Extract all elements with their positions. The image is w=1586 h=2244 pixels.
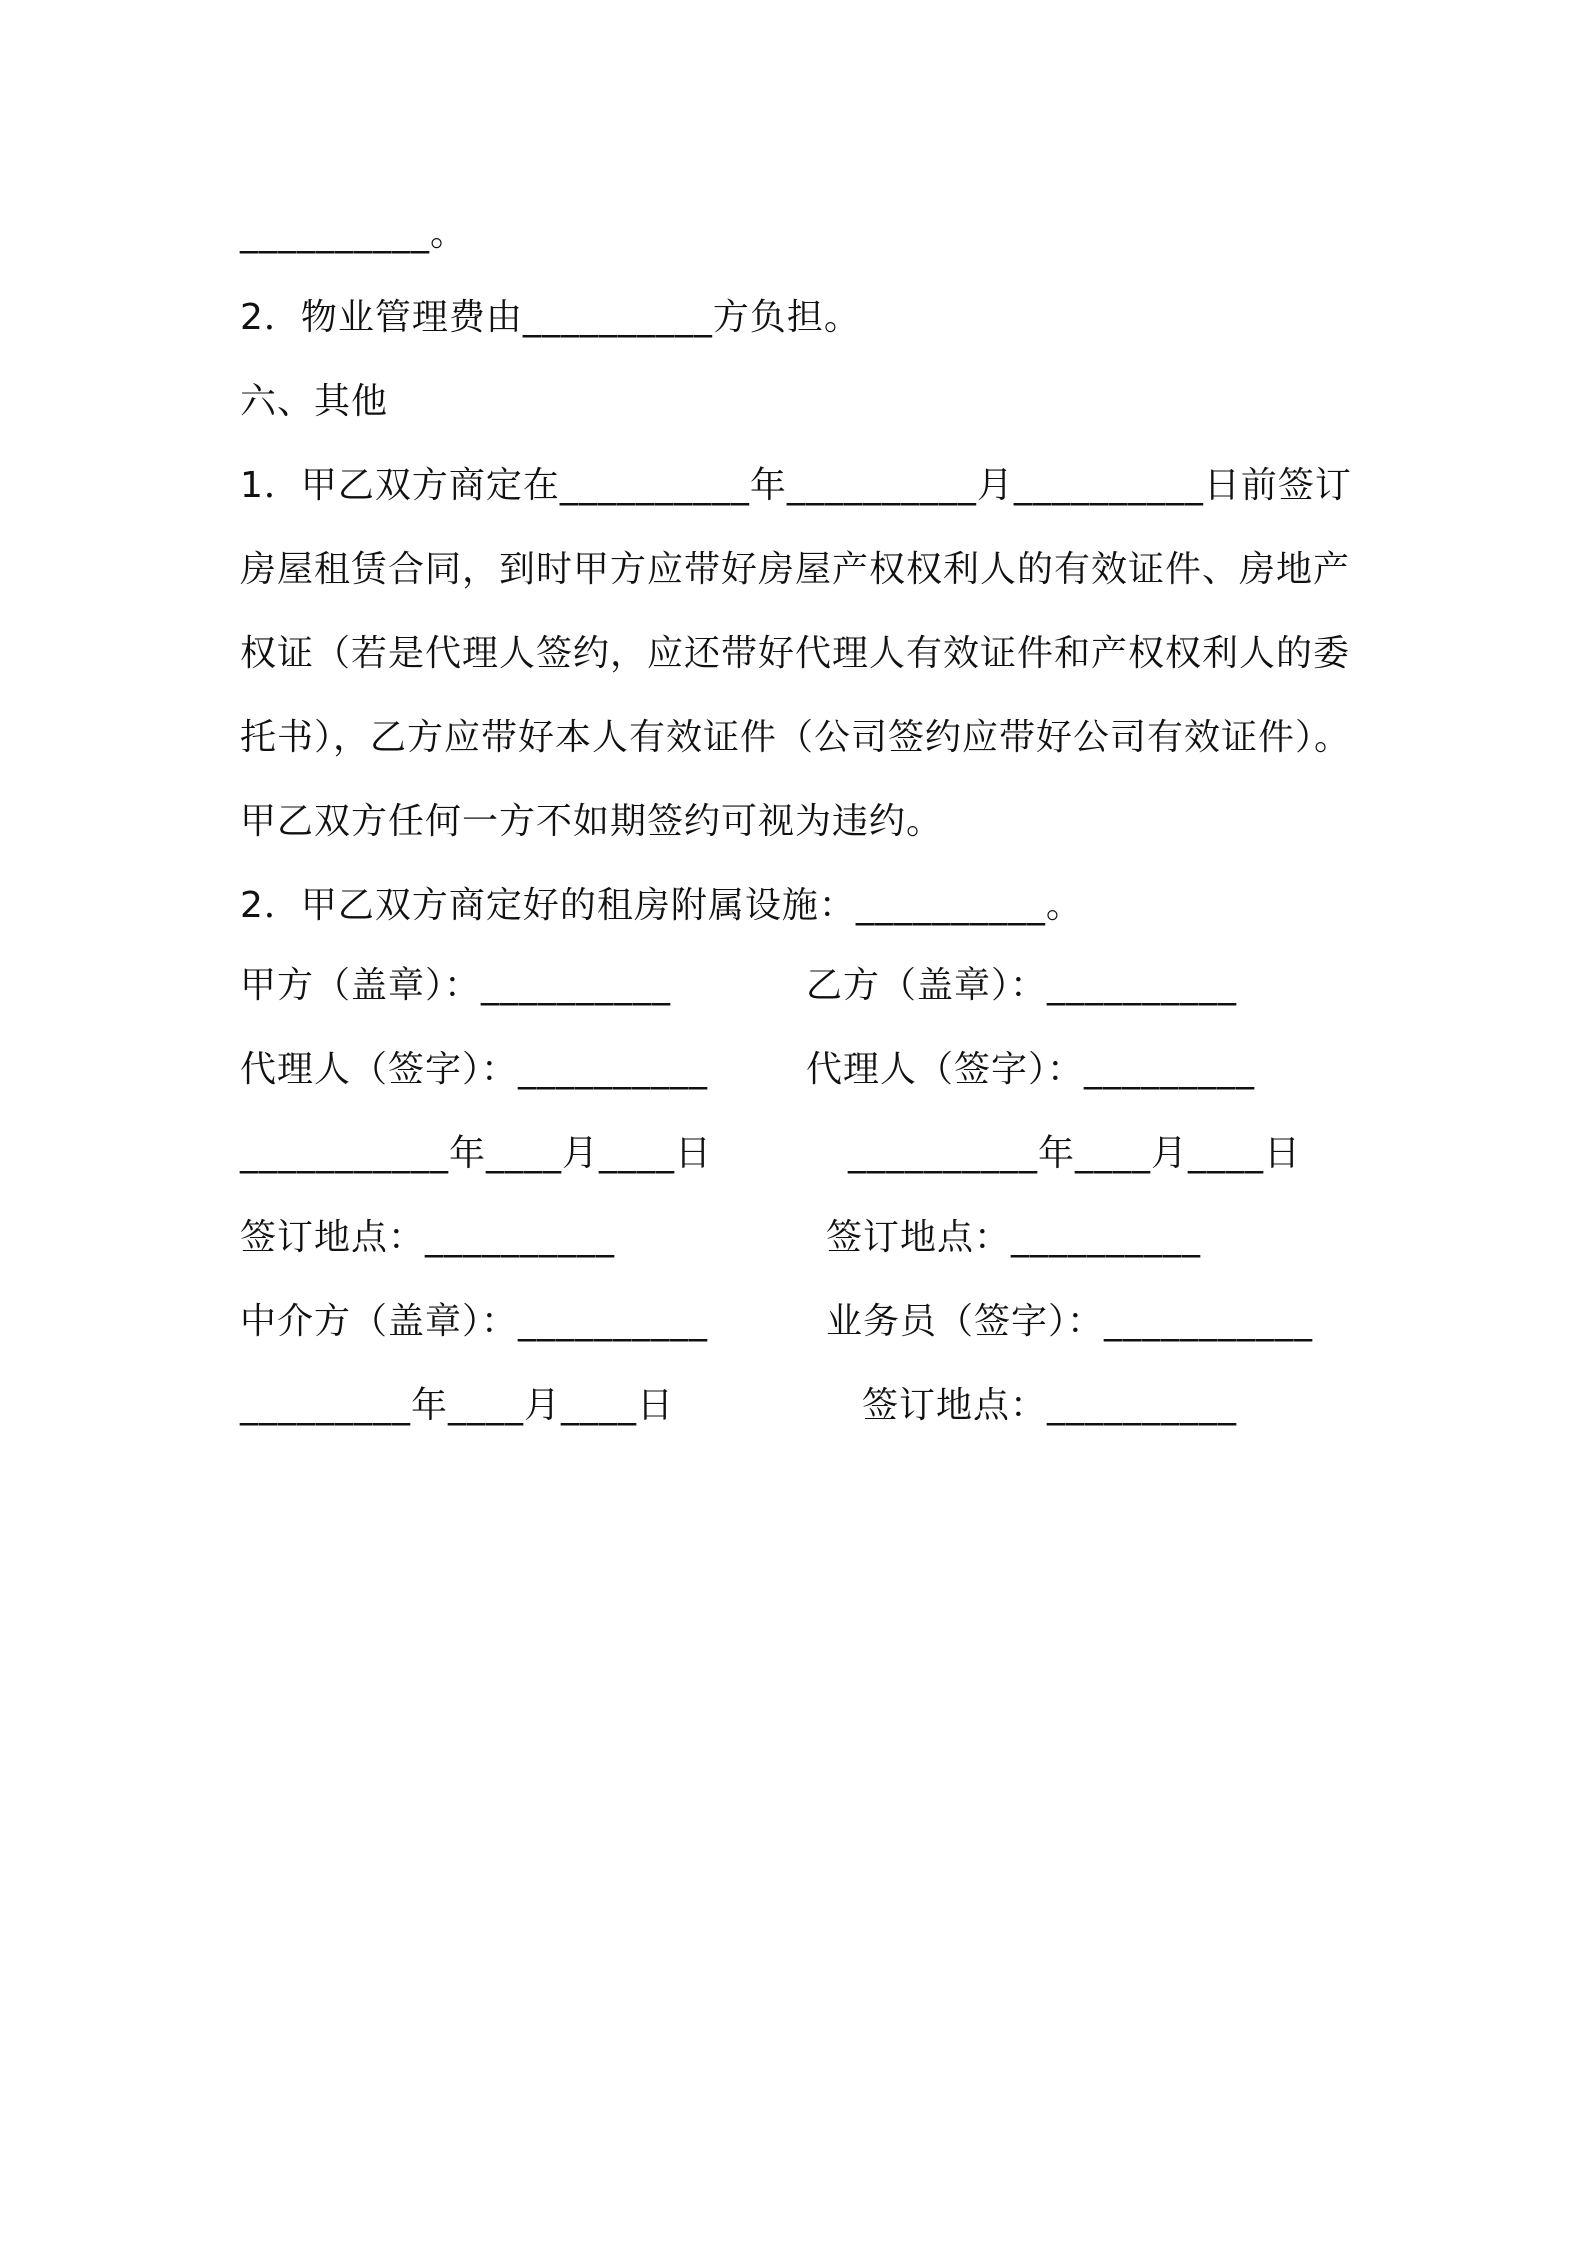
party-a-signing-place: 签订地点：__________ <box>240 1217 616 1258</box>
agency-signing-place: 签订地点：__________ <box>862 1385 1238 1426</box>
text-line: 权证（若是代理人签约，应还带好代理人有效证件和产权权利人的委 <box>240 633 1351 674</box>
agency-date: _________年____月____日 <box>240 1385 674 1426</box>
text-line: 托书），乙方应带好本人有效证件（公司签约应带好公司有效证件）。 <box>240 717 1352 758</box>
text-line: 甲乙双方任何一方不如期签约可视为违约。 <box>240 801 944 842</box>
party-a-seal: 甲方（盖章）：__________ <box>240 965 672 1006</box>
party-b-agent-signature: 代理人（签字）：_________ <box>806 1049 1256 1090</box>
text-line: 2．甲乙双方商定好的租房附属设施：__________。 <box>240 885 1083 926</box>
party-b-date: __________年____月____日 <box>848 1133 1301 1174</box>
party-a-date: ___________年____月____日 <box>240 1133 712 1174</box>
party-b-signing-place: 签订地点：__________ <box>826 1217 1202 1258</box>
party-b-seal: 乙方（盖章）：__________ <box>806 965 1238 1006</box>
section-heading: 六、其他 <box>240 381 389 422</box>
text-line: 2．物业管理费由__________方负担。 <box>240 297 861 338</box>
party-a-agent-signature: 代理人（签字）：__________ <box>240 1049 709 1090</box>
text-line: 1．甲乙双方商定在__________年__________月__________日前签订 <box>240 465 1352 506</box>
salesperson-signature: 业务员（签字）：___________ <box>826 1301 1314 1342</box>
agency-seal: 中介方（盖章）：__________ <box>240 1301 709 1342</box>
text-line: __________。 <box>240 213 468 254</box>
text-line: 房屋租赁合同，到时甲方应带好房屋产权权利人的有效证件、房地产 <box>240 549 1351 590</box>
